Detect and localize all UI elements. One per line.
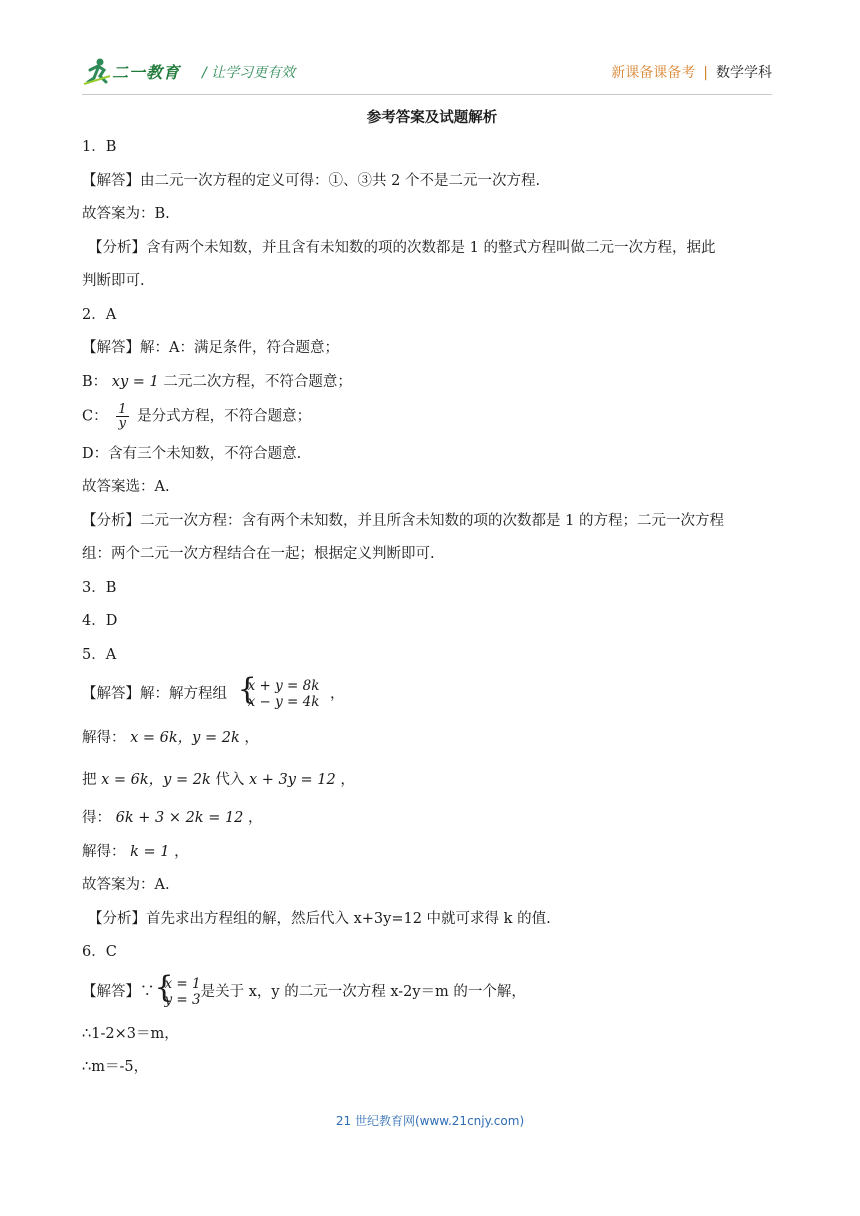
line: D：含有三个未知数，不符合题意. [82, 445, 302, 462]
text: ， [330, 686, 345, 702]
line [82, 808, 782, 828]
line: 故答案选：A. [82, 479, 170, 495]
header-divider [82, 94, 772, 95]
math-expr: x = 6k，y = 2k [130, 730, 240, 746]
answer-content [82, 104, 782, 1091]
line: 【解答】解：A：满足条件，符合题意； [82, 340, 339, 356]
line: 故答案为：A. [82, 877, 170, 893]
header-right [611, 62, 772, 82]
line: ∴m＝-5， [82, 1059, 149, 1075]
text: ， [244, 730, 259, 746]
line: 故答案为：B. [82, 206, 170, 222]
page-header [82, 56, 772, 90]
math-expr: xy = 1 [111, 373, 159, 390]
line: 组：两个二元一次方程结合在一起；根据定义判断即可. [82, 546, 435, 562]
text: 是关于 x，y 的二元一次方程 x-2y＝m 的一个解， [200, 983, 526, 1000]
line [82, 672, 782, 710]
line: 【解答】由二元一次方程的定义可得：①、③共 2 个不是二元一次方程. [82, 172, 541, 189]
line: 5．A [82, 646, 117, 663]
option-label: B： [82, 373, 108, 390]
line: 3．B [82, 579, 117, 596]
fraction-denominator: y [118, 416, 127, 431]
line: ∴1-2×3＝m， [82, 1025, 179, 1042]
line [82, 969, 782, 1008]
text: 二元二次方程，不符合题意； [163, 373, 352, 390]
math-expr: x + 3y = 12 [248, 772, 336, 788]
text: ， [174, 843, 189, 860]
equation: y = 3 [164, 991, 201, 1008]
line: 【分析】二元一次方程：含有两个未知数，并且所含未知数的项的次数都是 1 的方程；二元一次方程 [82, 512, 724, 529]
text: 解得： [82, 730, 126, 746]
text: 【解答】∵ [82, 983, 155, 1000]
page-title: 参考答案及试题解析 [366, 110, 498, 126]
text: ， [248, 810, 263, 826]
runner-logo-icon [82, 56, 112, 86]
equation-system [237, 672, 320, 710]
logo-text: 二一教育 [112, 63, 181, 82]
line: 【分析】含有两个未知数，并且含有未知数的项的次数都是 1 的整式方程叫做二元一次方程，据此 [88, 239, 716, 256]
math-expr: x = 6k，y = 2k [101, 772, 211, 788]
fraction [116, 403, 128, 430]
line [82, 372, 782, 392]
line [82, 728, 782, 748]
text: 是分式方程，不符合题意； [137, 408, 312, 425]
brace-icon: { [154, 969, 174, 1005]
line [82, 403, 782, 430]
header-separator: | [703, 65, 708, 81]
line: 【分析】首先求出方程组的解，然后代入 x+3y=12 中就可求得 k 的值. [88, 910, 551, 927]
text: 解得： [82, 843, 126, 860]
fraction-numerator: 1 [118, 402, 127, 417]
equation-system [154, 969, 201, 1008]
line: 4．D [82, 613, 118, 629]
equation: x = 1 [164, 975, 201, 992]
logo [82, 56, 192, 88]
equation: x + y = 8k [247, 678, 320, 694]
text: 把 [82, 772, 97, 788]
slogan: / 让学习更有效 [202, 65, 296, 81]
header-course: 新课备课备考 [611, 65, 696, 81]
math-expr: k = 1 [130, 843, 170, 860]
header-subject: 数学学科 [716, 65, 772, 81]
line: 1．B [82, 139, 117, 155]
page-footer: 21 世纪教育网(www.21cnjy.com) [335, 1114, 525, 1128]
line: 6．C [82, 944, 117, 960]
brace-icon: { [237, 672, 257, 707]
line: 2．A [82, 306, 117, 323]
text: 代入 [215, 772, 245, 788]
line [82, 770, 782, 790]
math-expr: 6k + 3 × 2k = 12 [115, 810, 244, 826]
text: ， [340, 772, 355, 788]
line [82, 842, 782, 862]
line: 判断即可. [82, 273, 145, 289]
option-label: C： [82, 408, 108, 425]
text: 得： [82, 810, 111, 826]
equation: x − y = 4k [247, 694, 320, 710]
text: 【解答】解：解方程组 [82, 686, 227, 702]
